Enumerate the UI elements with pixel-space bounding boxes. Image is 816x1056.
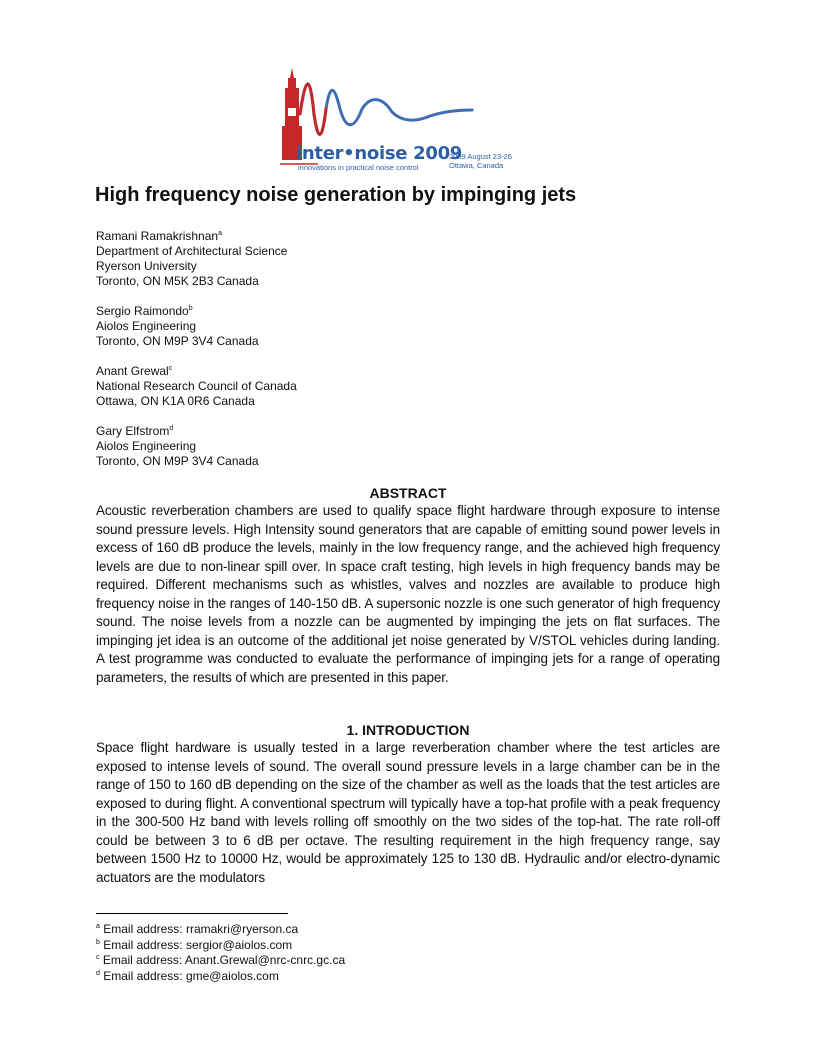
- conference-logo: [270, 64, 550, 176]
- author-affiliation: Ottawa, ON K1A 0R6 Canada: [96, 394, 255, 408]
- author-block: [96, 304, 456, 349]
- author-name: Anant Grewal$^c$: [96, 364, 173, 378]
- introduction-heading: 1. INTRODUCTION: [346, 722, 470, 738]
- author-affiliation: National Research Council of Canada: [96, 379, 297, 393]
- author-affiliation: Ryerson University: [96, 259, 197, 273]
- logo-tagline: innovations in practical noise control: [298, 163, 419, 172]
- author-affiliation: Aiolos Engineering: [96, 439, 197, 453]
- author-affiliation: Toronto, ON M5K 2B3 Canada: [96, 274, 259, 288]
- paper-title: High frequency noise generation by impinging jets: [95, 184, 577, 206]
- author-block: [96, 424, 456, 469]
- author-affiliation: Department of Architectural Science: [96, 244, 288, 258]
- footnote: $^a$ Email address: rramakri@ryerson.ca: [96, 922, 299, 936]
- footnote: $^b$ Email address: sergior@aiolos.com: [96, 937, 293, 952]
- footnotes: [96, 922, 345, 984]
- abstract-heading: ABSTRACT: [369, 485, 447, 501]
- author-name: Gary Elfstrom$^d$: [96, 424, 174, 438]
- author-name: Ramani Ramakrishnan$^a$: [96, 229, 222, 243]
- introduction-text: Space flight hardware is usually tested in a large reverberation chamber where the test articles are exposed to intense levels of sound. The overall sound pressure levels in a large chamber can be in the range of 150 to 160 dB depending on the size of the chamber as well as the loads that the test articles are exposed to during flight. A conventional spectrum will typically have a top-hat profile with a peak frequency in the 300-500 Hz band with levels rolling off smoothly on the two sides of the top-hat. The rate roll-off could be between 3 to 6 dB per octave. The resulting requirement in the high frequency range, say between 1500 Hz to 10000 Hz, would be approximately 125 to 130 dB. Hydraulic and/or electro-dynamic actuators are the modulators: [96, 740, 720, 885]
- author-block: [96, 229, 456, 289]
- abstract-text: Acoustic reverberation chambers are used to qualify space flight hardware through exposure to intense sound pressure levels. High Intensity sound generators that are capable of emitting sound power levels in excess of 160 dB produce the levels, mainly in the low frequency range, and the achieved high frequency levels are due to non-linear spill over. In space craft testing, high levels in high frequency bands may be required. Different mechanisms such as whistles, valves and nozzles are available to produce high frequency noise in the ranges of 140-150 dB. A supersonic nozzle is one such generator of high frequency sound. The noise levels from a nozzle can be augmented by impinging the jets on flat surfaces. The impinging jet idea is an outcome of the additional jet noise generated by V/STOL vehicles during landing. A test programme was conducted to evaluate the performance of impinging jets for a range of operating parameters, the results of which are presented in this paper.: [96, 503, 720, 685]
- logo-wordmark: inter•noise 2009: [296, 143, 463, 164]
- footnote-divider: [96, 913, 288, 914]
- footnote: $^d$ Email address: gme@aiolos.com: [96, 968, 279, 983]
- logo-event-info: 2009 August 23-26 Ottawa, Canada: [449, 152, 512, 170]
- author-name: Sergio Raimondo$^b$: [96, 304, 193, 318]
- author-affiliation: Aiolos Engineering: [96, 319, 197, 333]
- footnote: $^c$ Email address: Anant.Grewal@nrc-cnrc.gc.ca: [96, 953, 346, 967]
- author-affiliation: Toronto, ON M9P 3V4 Canada: [96, 454, 259, 468]
- author-affiliation: Toronto, ON M9P 3V4 Canada: [96, 334, 259, 348]
- author-block: [96, 364, 456, 409]
